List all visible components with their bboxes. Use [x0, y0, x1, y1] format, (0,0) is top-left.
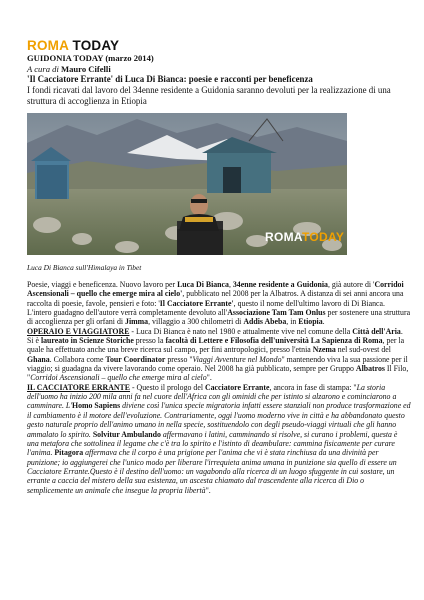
watermark-today: TODAY [301, 230, 345, 244]
logo-roma: ROMA [27, 38, 69, 53]
byline-prefix: A cura di [27, 63, 59, 74]
text: , già autore di ' [327, 280, 375, 289]
section-heading: OPERAIO E VIAGGIATORE [27, 326, 130, 336]
source-line: GUIDONIA TODAY (marzo 2014) [27, 53, 154, 63]
text-bold: Associazione Tam Tam Onlus [227, 308, 326, 318]
text: " mantenendo viva la sua passione per il viaggio; si guadagna da vivere lavorando come operaio. Nel 2008 ha già pubblicato, sempre per Gruppo [27, 354, 408, 374]
text-bold: Ghana [27, 354, 50, 364]
text-bold: Il Cacciatore Errante' [159, 298, 234, 308]
text: nel sud-ovest del [335, 345, 391, 355]
text-bold: Pitagora [54, 448, 84, 458]
article-headline: 'Il Cacciatore Errante' di Luca Di Bianca: poesie e racconti per beneficenza [27, 74, 313, 84]
text-bold: Etiopia [298, 317, 323, 327]
text: ". [205, 485, 211, 495]
text-bold: Tour Coordinator [105, 354, 166, 364]
text: , in [286, 317, 299, 327]
text-italic: affermava che il corpo è una prigione per l'anima che vi è stata rinchiusa da una divinità per punizione; io aggiungerei che l'unico modo per liberare l'irrequieta anima umana in punizione sia quello di essere un Cacciatore Errante.Questo è il destino dell'uomo: un vagabondo alla ricerca di un luogo sfuggente in cui sostare, un errante a caccia del mistero della sua esistenza, un ascesta chiamato dal trascendente alla ricerca di Dio o semplicemente un animale che insegue la propria libertà [27, 448, 397, 495]
text-bold: Albatros [355, 364, 385, 374]
text: - Questo il prologo del [130, 382, 205, 392]
section-heading: IL CACCIATORE ERRANTE [27, 382, 131, 392]
text-italic: Corridoi Ascensionali – quello che emerge mira al cielo [30, 373, 207, 383]
text: , pubblicato nel 2008 per la Albatros. A distanza di sei anni ancora una raccolta di poesie, favole, pensieri e foto: ' [27, 289, 404, 308]
text: , ancora in fase di stampa: " [269, 382, 357, 392]
text: , villaggio a 300 chilometri di [148, 317, 244, 327]
logo-today: TODAY [72, 38, 120, 53]
photo-caption: Luca Di Bianca sull'Himalaya in Tibet [27, 263, 142, 272]
text-bold: Solvitur Ambulando [92, 429, 161, 439]
text: per sostenere una struttura di accoglienza per gli orfani di [27, 308, 411, 327]
text-bold: Homo Sapiens [71, 401, 121, 411]
text: ". [206, 373, 212, 383]
paragraph-intro [27, 280, 411, 327]
text-bold: Jimma [125, 317, 149, 327]
text-bold: Città dell'Aria [352, 326, 401, 336]
byline [27, 64, 411, 75]
text-bold: Nzema [312, 345, 336, 355]
text: Poesie, viaggi e beneficenza. Nuovo lavoro per [27, 280, 178, 289]
text-bold: Cacciatore Errante [204, 382, 270, 392]
text-bold: facoltà di Lettere e Filosofia dell'università La Sapienza di Roma [165, 336, 383, 346]
article-body [27, 280, 411, 495]
text-bold: Luca Di Bianca [177, 280, 229, 289]
text-bold: laureato in Scienze Storiche [40, 336, 134, 346]
paragraph-operaio [27, 327, 411, 383]
text-italic: Viaggi Avventure nel Mondo [192, 354, 282, 364]
text-italic: diviene così l'unica specie migratoria infatti essere stanziali non produce trasformazione ed il cambiamento è il motore dell'evoluzione. Contrariamente, oggi l'uomo moderno vive in città e ha abbandonato questo gesto naturale proprio dell'animo umano in nella specie, sostituendolo con degli pseudo-viaggi virtuali che gli hanno ammalato lo spirito. [27, 401, 411, 439]
article-lead: I fondi ricavati dal lavoro del 34enne residente a Guidonia saranno devoluti per la realizzazione di una struttura di accoglienza in Etiopia [27, 85, 391, 106]
text: presso la [133, 336, 166, 346]
text: , [228, 280, 233, 289]
text-italic: affermavano i latini, camminando si risolve, si curano i problemi, questa è una metafora che sottolinea il legame che c'è tra lo spirito e l'istinto di deambulare: cammina fisicamente per curare l'anima. [27, 429, 398, 458]
text: presso " [165, 354, 193, 364]
paragraph-cacciatore [27, 383, 411, 495]
photo-watermark [265, 230, 344, 244]
text-italic: La storia dell'uomo ha inizio 200 mila anni fa nel cuore dell'Africa con gli ominidi che per istinto si alzarono e cominciarono a camminare. L' [27, 382, 397, 411]
text: , questo il nome dell'ultimo lavoro di Di Bianca. L'intero guadagno dell'autore verrà completamente devoluto all' [27, 298, 385, 318]
byline-author: Mauro Cifelli [60, 63, 111, 74]
text: . Si è [27, 326, 403, 346]
text-bold: Addis Abeba [243, 317, 287, 327]
article [27, 38, 411, 495]
text: Il Filo, " [27, 364, 409, 383]
text-bold: Corridoi Ascensionali – quello che emerge mira al cielo' [27, 280, 404, 299]
text: - Luca Di Bianca è nato nel 1980 e attualmente vive nel comune della [129, 326, 353, 336]
watermark-roma: ROMA [265, 230, 302, 244]
roma-today-logo [27, 38, 411, 53]
text: . [322, 317, 325, 327]
article-photo [27, 113, 347, 255]
text-bold: 34enne residente a Guidonia [232, 280, 328, 289]
text: . Collabora come [49, 354, 106, 364]
text: , per la quale ha effettuato anche una breve ricerca sul campo, per fini antropologici, presso l'etnia [27, 336, 405, 355]
